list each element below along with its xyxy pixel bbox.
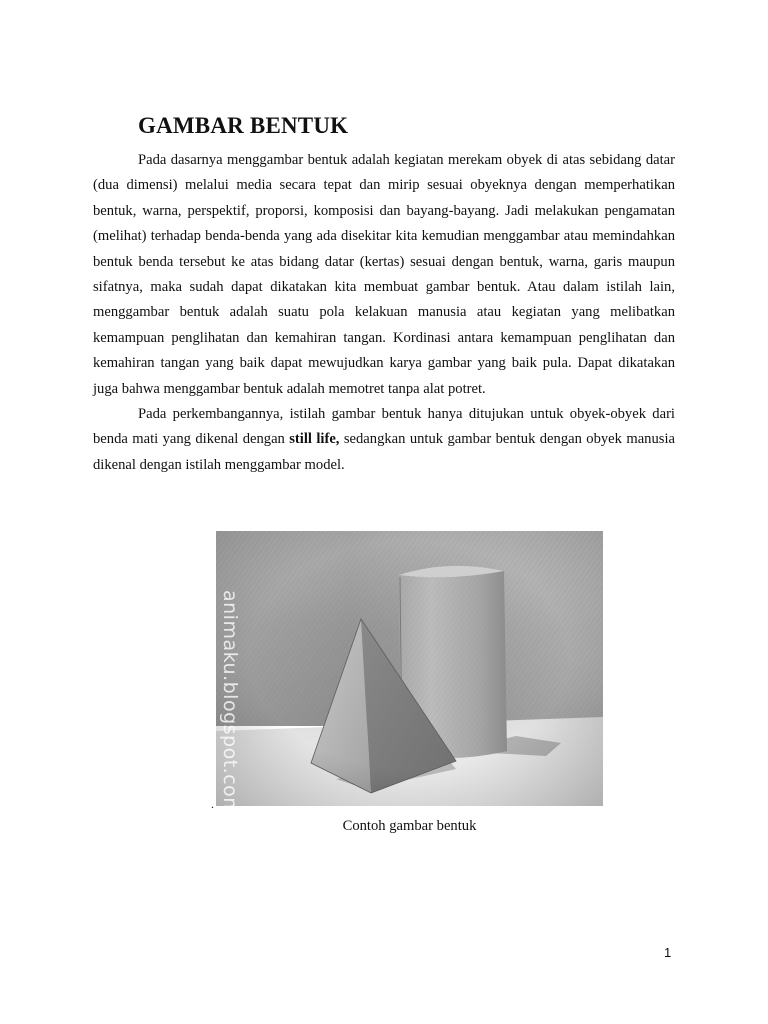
still-life-term: still life, [289, 431, 340, 448]
figure-dot: . [211, 797, 214, 811]
paragraph-2-text-start: Pada perkembangannya, istilah gambar bentuk hanya ditujukan untuk obyek-obyek dari benda mati yang dikenal dengan [93, 406, 675, 448]
figure-caption: Contoh gambar bentuk [342, 818, 477, 834]
page-title: GAMBAR BENTUK [138, 113, 349, 138]
paragraph-1: Pada dasarnya menggambar bentuk adalah kegiatan merekam obyek di atas sebidang datar (dua dimensi) melalui media secara tepat dan mirip sesuai obyeknya dengan memperhatikan bentuk, warna, perspektif, proporsi, komposisi dan bayang-bayang. Jadi melakukan pengamatan (melihat) terhadap benda-benda yang ada disekitar kita kemudian menggambar atau memindahkan bentuk benda tersebut ke atas bidang datar (kertas) sesuai dengan bentuk, warna, garis maupun sifatnya, maka sudah dapat dikatakan kita membuat gambar bentuk. Atau dalam istilah lain, menggambar bentuk adalah suatu pola kelakuan manusia atau kegiatan yang melibatkan kemampuan penglihatan dan kemahiran tangan. Kordinasi antara kemampuan penglihatan dan kemahiran tangan yang baik dapat mewujudkan karya gambar yang baik pula. Dapat dikatakan juga bahwa menggambar bentuk adalah memotret tanpa alat potret. [93, 152, 675, 397]
still-life-drawing-image [216, 531, 603, 817]
paragraph-2-text-end: sedangkan untuk gambar bentuk dengan obyek manusia dikenal dengan istilah menggambar model. [93, 431, 675, 473]
body-text [93, 148, 675, 478]
figure-watermark: animaku.blogspot.com [219, 590, 241, 817]
paragraph-2 [93, 402, 675, 478]
pencil-drawing-pyramid-cylinder [216, 531, 603, 817]
page-number: 1 [664, 945, 672, 960]
